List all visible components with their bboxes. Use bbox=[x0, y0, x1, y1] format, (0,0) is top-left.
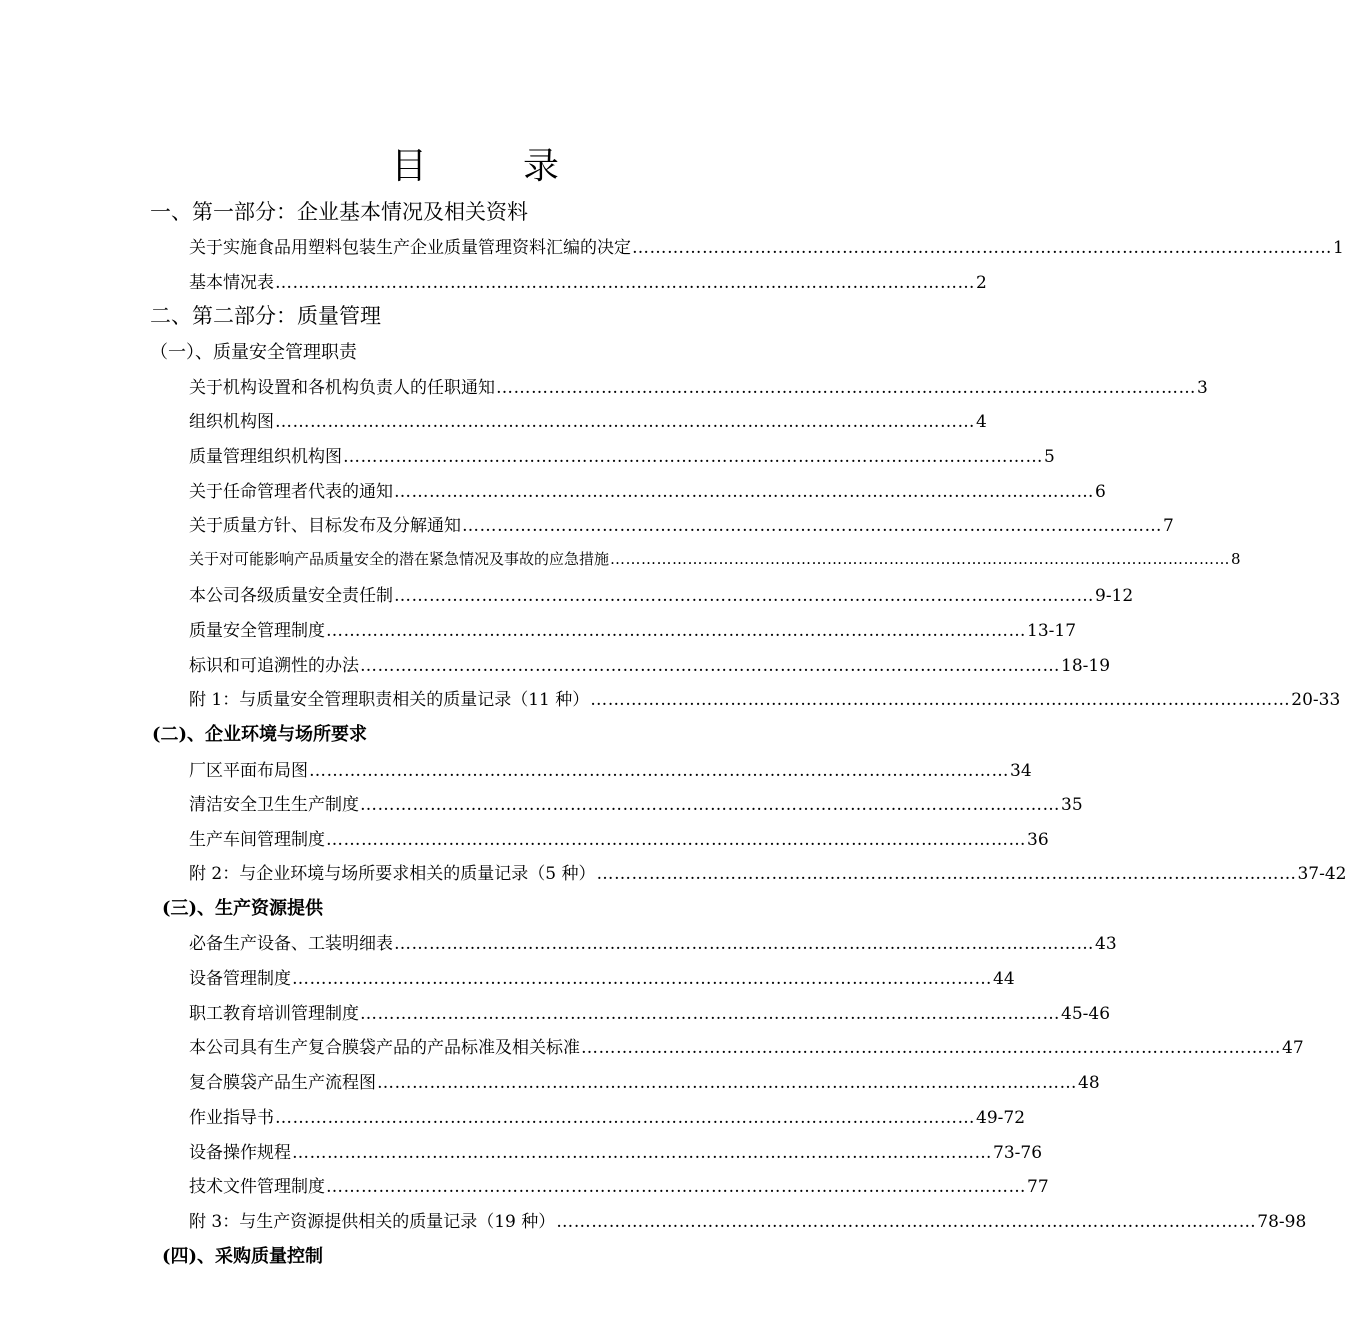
toc-entry-label: 基本情况表 bbox=[189, 273, 274, 293]
dot-leader: ………………………………………………………………………………………………………… bbox=[556, 1212, 1257, 1232]
toc-entry[interactable] bbox=[189, 1103, 1026, 1128]
dot-leader: ………………………………………………………………………………………………………… bbox=[394, 934, 1094, 954]
toc-entry-label: 关于质量方针、目标发布及分解通知 bbox=[189, 516, 461, 536]
dot-leader: ………………………………………………………………………………………………………… bbox=[326, 830, 1026, 850]
toc-entry-page: 78-98 bbox=[1257, 1212, 1307, 1232]
toc-entry-label: 复合膜袋产品生产流程图 bbox=[189, 1073, 376, 1093]
dot-leader: ………………………………………………………………………………………………………… bbox=[590, 690, 1291, 710]
toc-entry-label: 职工教育培训管理制度 bbox=[189, 1004, 359, 1024]
toc-entry-page: 9-12 bbox=[1095, 586, 1134, 606]
title-char-1: 目 bbox=[390, 146, 427, 187]
toc-entry[interactable] bbox=[189, 373, 1208, 398]
toc-entry-page: 34 bbox=[1010, 761, 1032, 781]
toc-entry-page: 47 bbox=[1282, 1038, 1304, 1058]
dot-leader: ………………………………………………………………………………………………………… bbox=[377, 1073, 1077, 1093]
section-heading: (二)、企业环境与场所要求 bbox=[152, 724, 368, 745]
toc-entry[interactable] bbox=[189, 685, 1341, 710]
toc-entry-label: 作业指导书 bbox=[189, 1108, 274, 1128]
toc-entry[interactable] bbox=[189, 477, 1106, 502]
dot-leader: ………………………………………………………………………………………………………… bbox=[326, 1177, 1026, 1197]
toc-entry-label: 标识和可追溯性的办法 bbox=[189, 656, 359, 676]
toc-entry-label: 设备管理制度 bbox=[189, 969, 291, 989]
dot-leader: ………………………………………………………………………………………………………… bbox=[596, 864, 1297, 884]
dot-leader: ………………………………………………………………………………………………………… bbox=[610, 550, 1231, 568]
toc-entry-label: 本公司具有生产复合膜袋产品的产品标准及相关标准 bbox=[189, 1038, 580, 1058]
toc-entry[interactable] bbox=[189, 268, 987, 293]
toc-entry[interactable] bbox=[189, 651, 1111, 676]
toc-entry-label: 生产车间管理制度 bbox=[189, 830, 325, 850]
toc-entry[interactable] bbox=[189, 964, 1015, 989]
dot-leader: ………………………………………………………………………………………………………… bbox=[292, 1143, 992, 1163]
dot-leader: ………………………………………………………………………………………………………… bbox=[360, 1004, 1060, 1024]
toc-entry-label: 关于实施食品用塑料包装生产企业质量管理资料汇编的决定 bbox=[189, 238, 631, 258]
dot-leader: ………………………………………………………………………………………………………… bbox=[581, 1038, 1281, 1058]
toc-entry-label: 质量安全管理制度 bbox=[189, 621, 325, 641]
toc-entry-page: 20-33 bbox=[1291, 690, 1341, 710]
dot-leader: ………………………………………………………………………………………………………… bbox=[309, 761, 1009, 781]
toc-entry-label: 关于任命管理者代表的通知 bbox=[189, 482, 393, 502]
toc-entry-page: 35 bbox=[1061, 795, 1083, 815]
toc-entry[interactable] bbox=[189, 1207, 1307, 1232]
part-heading: 一、第一部分：企业基本情况及相关资料 bbox=[150, 200, 528, 224]
toc-entry[interactable] bbox=[189, 1033, 1304, 1058]
toc-entry[interactable] bbox=[189, 756, 1032, 781]
dot-leader: ………………………………………………………………………………………………………… bbox=[496, 378, 1196, 398]
toc-entry-label: 质量管理组织机构图 bbox=[189, 447, 342, 467]
toc-entry-page: 13-17 bbox=[1027, 621, 1077, 641]
dot-leader: ………………………………………………………………………………………………………… bbox=[292, 969, 992, 989]
toc-entry-label: 附 2：与企业环境与场所要求相关的质量记录（5 种） bbox=[189, 864, 596, 884]
toc-entry-page: 7 bbox=[1163, 516, 1174, 536]
dot-leader: ………………………………………………………………………………………………………… bbox=[360, 656, 1060, 676]
toc-entry[interactable] bbox=[189, 859, 1346, 884]
section-heading: (四)、采购质量控制 bbox=[162, 1246, 324, 1267]
toc-entry-page: 73-76 bbox=[993, 1143, 1043, 1163]
dot-leader: ………………………………………………………………………………………………………… bbox=[275, 273, 975, 293]
toc-entry-page: 48 bbox=[1078, 1073, 1100, 1093]
dot-leader: ………………………………………………………………………………………………………… bbox=[632, 238, 1332, 258]
toc-entry[interactable] bbox=[189, 1138, 1043, 1163]
toc-entry[interactable] bbox=[189, 548, 1241, 569]
toc-entry[interactable] bbox=[189, 511, 1174, 536]
toc-entry-label: 厂区平面布局图 bbox=[189, 761, 308, 781]
toc-entry-page: 36 bbox=[1027, 830, 1049, 850]
toc-entry[interactable] bbox=[189, 790, 1083, 815]
toc-entry[interactable] bbox=[189, 581, 1134, 606]
toc-entry[interactable] bbox=[189, 407, 987, 432]
section-heading: （一）、质量安全管理职责 bbox=[150, 342, 357, 363]
toc-entry-page: 8 bbox=[1231, 550, 1241, 568]
toc-entry[interactable] bbox=[189, 616, 1077, 641]
toc-entry[interactable] bbox=[189, 1172, 1049, 1197]
toc-entry-label: 必备生产设备、工装明细表 bbox=[189, 934, 393, 954]
toc-entry-page: 37-42 bbox=[1297, 864, 1346, 884]
toc-entry-label: 设备操作规程 bbox=[189, 1143, 291, 1163]
toc-entry-page: 5 bbox=[1044, 447, 1055, 467]
toc-entry-page: 4 bbox=[976, 412, 987, 432]
toc-entry-page: 18-19 bbox=[1061, 656, 1111, 676]
toc-entry[interactable] bbox=[189, 233, 1344, 258]
toc-entry-page: 45-46 bbox=[1061, 1004, 1111, 1024]
toc-entry[interactable] bbox=[189, 442, 1055, 467]
toc-entry-page: 49-72 bbox=[976, 1108, 1026, 1128]
page-title bbox=[0, 138, 950, 189]
toc-entry-label: 组织机构图 bbox=[189, 412, 274, 432]
toc-entry-page: 6 bbox=[1095, 482, 1106, 502]
toc-entry-page: 1 bbox=[1333, 238, 1344, 258]
toc-entry-label: 技术文件管理制度 bbox=[189, 1177, 325, 1197]
toc-entry-label: 关于机构设置和各机构负责人的任职通知 bbox=[189, 378, 495, 398]
toc-entry-label: 本公司各级质量安全责任制 bbox=[189, 586, 393, 606]
toc-entry-label: 附 1：与质量安全管理职责相关的质量记录（11 种） bbox=[189, 690, 590, 710]
dot-leader: ………………………………………………………………………………………………………… bbox=[275, 1108, 975, 1128]
toc-entry[interactable] bbox=[189, 999, 1111, 1024]
dot-leader: ………………………………………………………………………………………………………… bbox=[326, 621, 1026, 641]
toc-entry-label: 关于对可能影响产品质量安全的潜在紧急情况及事故的应急措施 bbox=[189, 550, 610, 568]
toc-entry[interactable] bbox=[189, 825, 1049, 850]
dot-leader: ………………………………………………………………………………………………………… bbox=[343, 447, 1043, 467]
toc-entry-page: 3 bbox=[1197, 378, 1208, 398]
toc-entry-page: 2 bbox=[976, 273, 987, 293]
title-char-2: 录 bbox=[523, 146, 560, 187]
dot-leader: ………………………………………………………………………………………………………… bbox=[360, 795, 1060, 815]
toc-entry-page: 44 bbox=[993, 969, 1015, 989]
toc-entry[interactable] bbox=[189, 929, 1117, 954]
part-heading: 二、第二部分：质量管理 bbox=[150, 304, 381, 328]
toc-entry-label: 附 3：与生产资源提供相关的质量记录（19 种） bbox=[189, 1212, 556, 1232]
dot-leader: ………………………………………………………………………………………………………… bbox=[394, 482, 1094, 502]
dot-leader: ………………………………………………………………………………………………………… bbox=[275, 412, 975, 432]
dot-leader: ………………………………………………………………………………………………………… bbox=[394, 586, 1094, 606]
toc-entry-page: 77 bbox=[1027, 1177, 1049, 1197]
section-heading: (三)、生产资源提供 bbox=[162, 898, 324, 919]
toc-entry-label: 清洁安全卫生生产制度 bbox=[189, 795, 359, 815]
dot-leader: ………………………………………………………………………………………………………… bbox=[462, 516, 1162, 536]
toc-entry-page: 43 bbox=[1095, 934, 1117, 954]
toc-entry[interactable] bbox=[189, 1068, 1100, 1093]
